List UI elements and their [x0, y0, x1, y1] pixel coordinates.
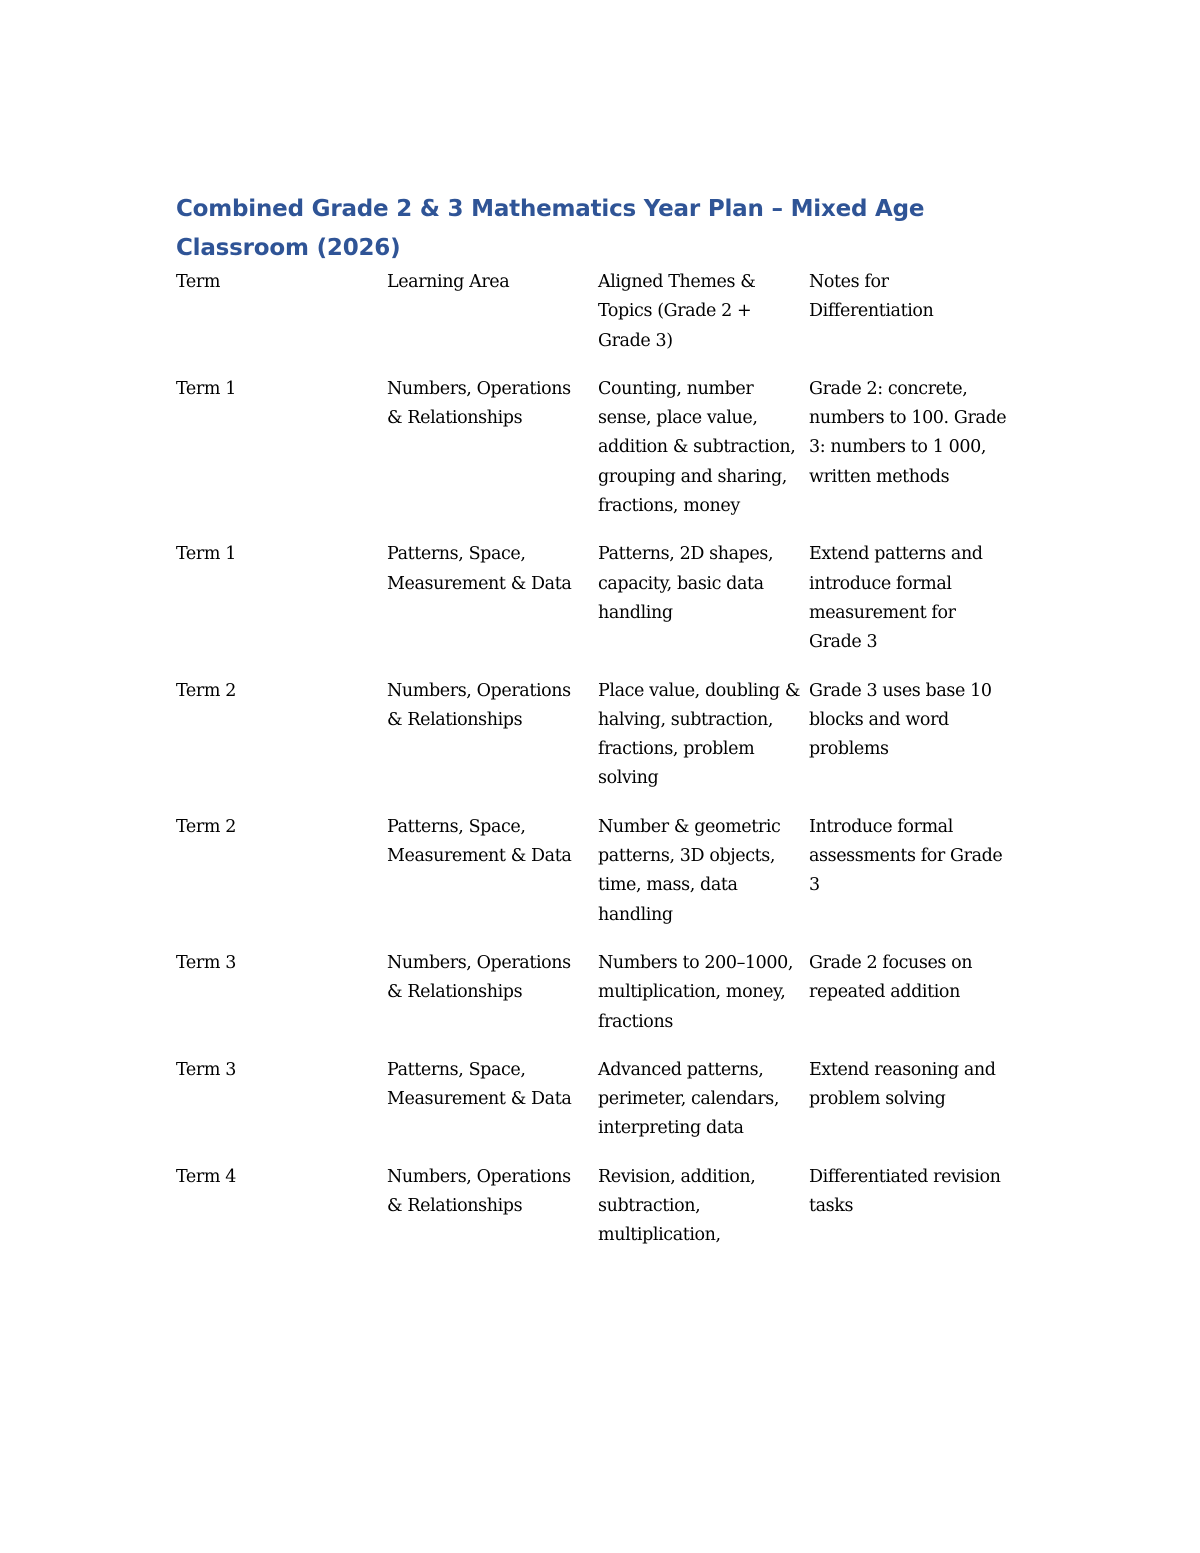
row-6-differentiation-notes: Extend reasoning and problem solving [809, 1059, 996, 1110]
row-2-term: Term 1 [176, 544, 236, 565]
row-5-term: Term 3 [176, 952, 236, 973]
year-plan-table [176, 268, 1036, 1270]
row-1-term: Term 1 [176, 378, 236, 399]
row-3-differentiation-notes: Grade 3 uses base 10 blocks and word problems [809, 680, 992, 760]
header-differentiation-notes: Notes for Differentiation [809, 272, 934, 322]
row-1-differentiation-notes: Grade 2: concrete, numbers to 100. Grade 3: numbers to 1 000, written methods [809, 378, 1007, 487]
row-2-learning-area: Patterns, Space, Measurement & Data [387, 544, 572, 594]
row-3-term: Term 2 [176, 680, 236, 701]
row-2-differentiation-notes: Extend patterns and introduce formal measurement for Grade 3 [809, 544, 983, 653]
header-term: Term [176, 272, 221, 292]
row-7-themes-topics: Revision, addition, subtraction, multiplication, [598, 1166, 756, 1246]
row-6-themes-topics: Advanced patterns, perimeter, calendars, interpreting data [598, 1059, 780, 1139]
row-7-learning-area: Numbers, Operations & Relationships [387, 1166, 571, 1217]
row-4-learning-area: Patterns, Space, Measurement & Data [387, 816, 572, 867]
header-learning-area: Learning Area [387, 272, 510, 292]
row-5-themes-topics: Numbers to 200–1000, multiplication, money, fractions [598, 952, 794, 1032]
row-4-differentiation-notes: Introduce formal assessments for Grade 3 [809, 816, 1003, 896]
row-6-term: Term 3 [176, 1059, 236, 1080]
row-6-learning-area: Patterns, Space, Measurement & Data [387, 1059, 572, 1110]
row-7-term: Term 4 [176, 1166, 236, 1187]
row-7-differentiation-notes: Differentiated revision tasks [809, 1166, 1001, 1217]
row-1-learning-area: Numbers, Operations & Relationships [387, 378, 571, 429]
row-4-themes-topics: Number & geometric patterns, 3D objects, time, mass, data handling [598, 816, 781, 925]
row-3-learning-area: Numbers, Operations & Relationships [387, 680, 571, 730]
row-5-differentiation-notes: Grade 2 focuses on repeated addition [809, 952, 973, 1003]
row-2-themes-topics: Patterns, 2D shapes, capacity, basic data handling [598, 544, 774, 623]
document-title: Combined Grade 2 & 3 Mathematics Year Plan – Mixed Age Classroom (2026) [176, 196, 925, 261]
document-page [176, 190, 1036, 1270]
row-5-learning-area: Numbers, Operations & Relationships [387, 952, 571, 1003]
row-1-themes-topics: Counting, number sense, place value, addition & subtraction, grouping and sharing, fractions, money [598, 378, 796, 517]
row-4-term: Term 2 [176, 816, 236, 837]
header-themes-topics: Aligned Themes & Topics (Grade 2 + Grade 3) [598, 272, 756, 351]
row-3-themes-topics: Place value, doubling & halving, subtraction, fractions, problem solving [598, 680, 801, 789]
